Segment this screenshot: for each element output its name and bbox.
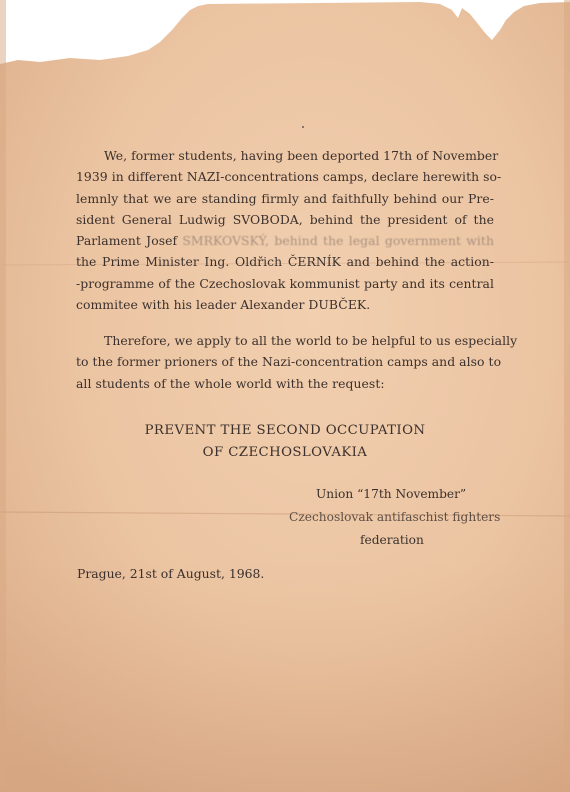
declaration-line: We, former students, having been deported 17th of November	[104, 148, 499, 163]
signature-line-3: federation	[360, 533, 424, 547]
declaration-line: sident General Ludwig SVOBODA, behind the president of the	[76, 211, 494, 227]
declaration-line: lemnly that we are standing firmly and faithfully behind our Pre-	[76, 190, 494, 206]
declaration-line: -programme of the Czechoslovak kommunist party and its central	[76, 275, 494, 291]
signature-line-1: Union “17th November”	[316, 487, 467, 501]
signature-line-2: Czechoslovak antifaschist fighters	[289, 510, 501, 524]
appeal-line: all students of the whole world with the request:	[76, 375, 385, 391]
dateline: Prague, 21st of August, 1968.	[77, 566, 265, 581]
demand-heading-line-2: OF CZECHOSLOVAKIA	[202, 445, 368, 460]
declaration-line-smudged: Parlament Josef SMRKOVSKÝ, behind the legal government with	[76, 233, 494, 249]
demand-heading-line-1: PREVENT THE SECOND OCCUPATION	[144, 423, 426, 438]
declaration-line: the Prime Minister Ing. Oldřich ČERNÍK and behind the action-	[76, 254, 494, 270]
declaration-line: commitee with his leader Alexander DUBČEK.	[76, 297, 371, 313]
appeal-line: to the former prioners of the Nazi-concentration camps and also to	[76, 354, 502, 370]
appeal-paragraph	[76, 330, 518, 394]
appeal-line: Therefore, we apply to all the world to be helpful to us especially	[104, 333, 518, 348]
declaration-paragraph	[76, 145, 502, 315]
declaration-line: 1939 in different NAZI-concentrations camps, declare herewith so-	[76, 169, 502, 185]
